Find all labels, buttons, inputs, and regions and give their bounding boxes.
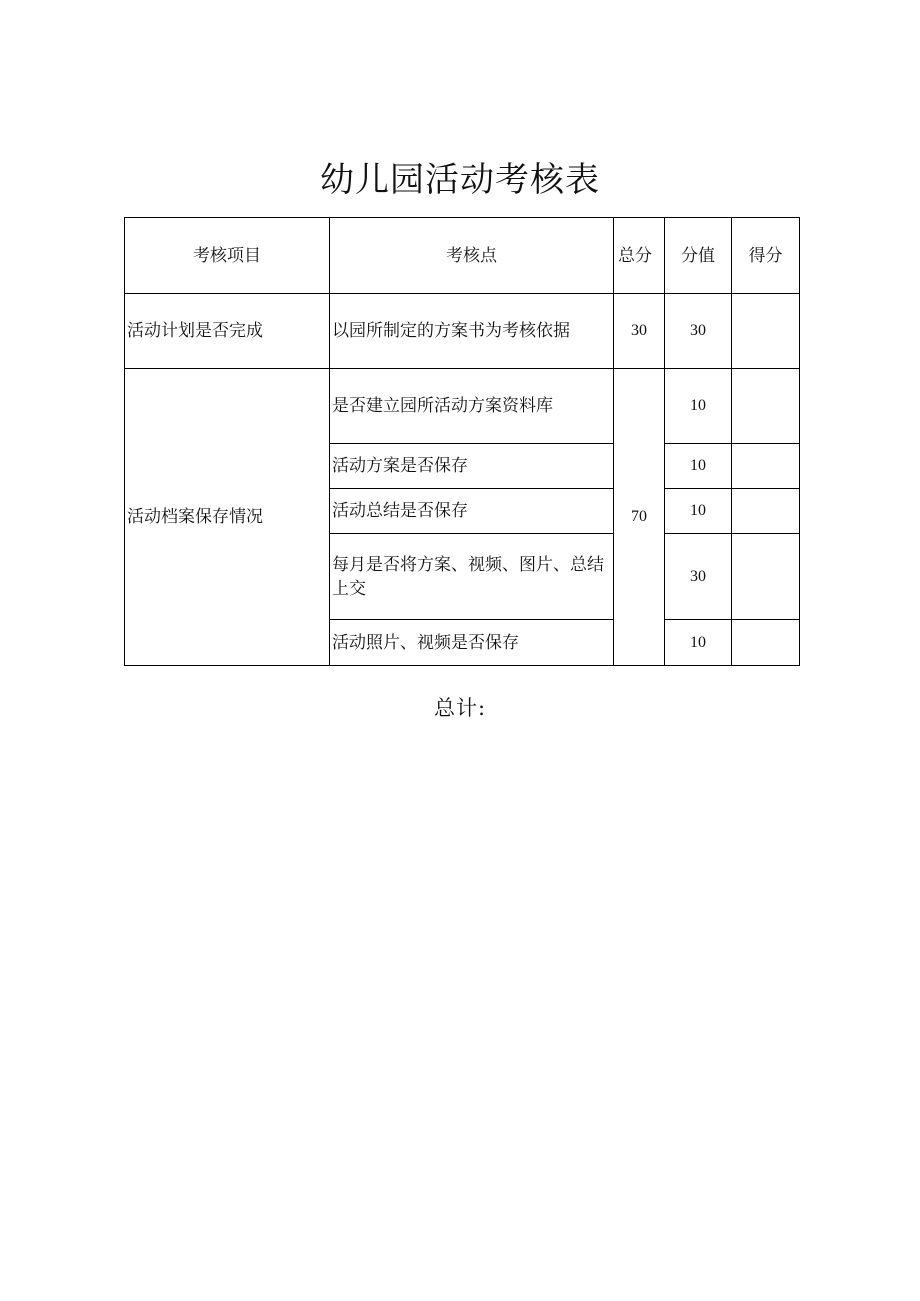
value-cell: 10 [665,620,732,666]
score-cell [732,444,800,489]
score-cell [732,534,800,620]
point-cell: 每月是否将方案、视频、图片、总结上交 [330,534,614,620]
table-header-row [125,218,800,294]
header-total: 总分 [614,218,665,294]
total-label: 总计: [433,696,487,720]
value-cell: 10 [665,489,732,534]
header-score-value: 分值 [665,218,732,294]
point-cell: 是否建立园所活动方案资料库 [330,369,614,444]
page-title: 幼儿园活动考核表 [320,160,600,200]
total-cell: 70 [614,369,665,666]
point-cell: 活动照片、视频是否保存 [330,620,614,666]
total-cell: 30 [614,294,665,369]
point-cell: 以园所制定的方案书为考核依据 [330,294,614,369]
point-cell: 活动方案是否保存 [330,444,614,489]
assessment-table [124,217,800,666]
score-cell [732,489,800,534]
score-cell [732,294,800,369]
value-cell: 10 [665,444,732,489]
table-row [125,369,800,444]
point-cell: 活动总结是否保存 [330,489,614,534]
value-cell: 30 [665,534,732,620]
item-cell: 活动档案保存情况 [125,369,330,666]
item-cell: 活动计划是否完成 [125,294,330,369]
table-row [125,294,800,369]
value-cell: 10 [665,369,732,444]
header-point: 考核点 [330,218,614,294]
value-cell: 30 [665,294,732,369]
score-cell [732,620,800,666]
header-score-got: 得分 [732,218,800,294]
score-cell [732,369,800,444]
header-item: 考核项目 [125,218,330,294]
